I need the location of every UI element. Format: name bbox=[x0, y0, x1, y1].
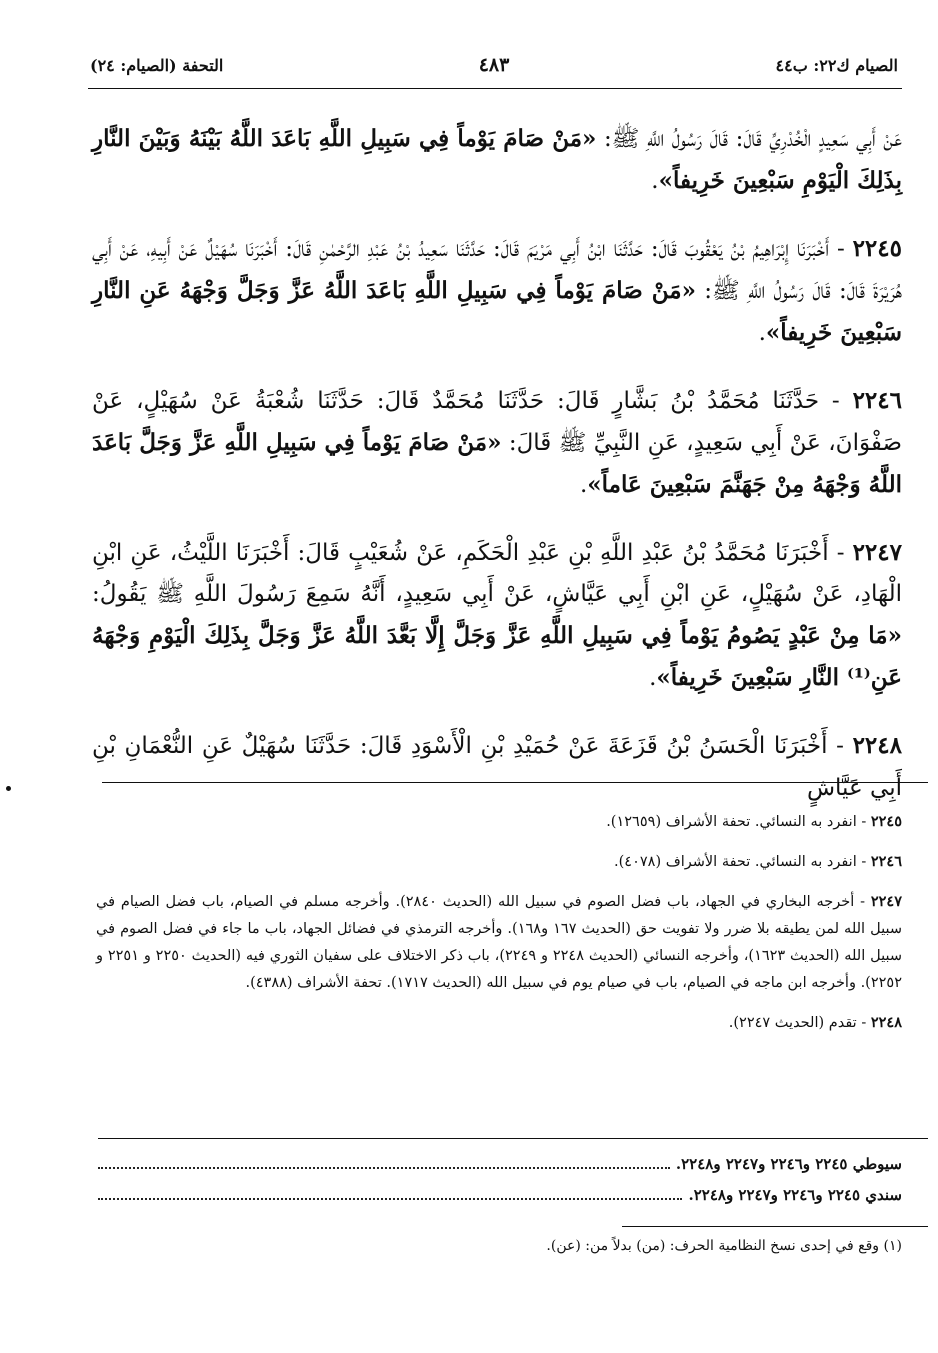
hadith-matn: «مَا مِنْ عَبْدٍ يَصُومُ يَوْماً فِي سَبِيلِ اللَّهِ عَزَّ وَجَلَّ إِلَّا بَعَّدَ اللَّهُ عَزَّ وَجَلَّ بِذَلِكَ الْيَوْمِ وَجْهَهُ عَنِ⁽¹⁾ النَّارِ سَبْعِينَ خَرِيفاً» bbox=[92, 622, 902, 691]
hadith-matn: «مَنْ صَامَ يَوْماً فِي سَبِيلِ اللَّهِ عَزَّ وَجَلَّ بَاعَدَ اللَّهُ وَجْهَهُ مِنْ جَهَنَّمَ سَبْعِينَ عَاماً» bbox=[92, 429, 902, 498]
hadith-paragraph bbox=[92, 725, 902, 809]
dotted-leader bbox=[98, 1198, 682, 1200]
note-text: - انفرد به النسائي. تحفة الأشراف (٤٠٧٨). bbox=[614, 854, 867, 870]
hadith-isnad: - أَخْبَرَنَا إِبْرَاهِيمُ بْنُ يَعْقُوبَ قَالَ: حَدَّثَنَا ابْنُ أَبِي مَرْيَمَ قَالَ: حَدَّثَنَا سَعِيدُ بْنُ عَبْدِ الرَّحْمٰنِ قَالَ: أَخْبَرَنَا سُهَيْلٌ عَنْ أَبِيهِ، عَنْ أَبِي هُرَيْرَةَ قَالَ: قَالَ رَسُولُ اللَّهِ ﷺ: bbox=[92, 236, 903, 304]
commentary-refs: ٢٢٤٥ و٢٢٤٦ و٢٢٤٧ و٢٢٤٨. bbox=[675, 1155, 848, 1173]
hadith-end: . bbox=[579, 472, 588, 498]
hadith-number: ٢٢٤٧ bbox=[852, 539, 902, 566]
takhrij-note bbox=[96, 848, 902, 876]
page-number: ٤٨٣ bbox=[478, 54, 510, 76]
hadith-paragraph bbox=[92, 228, 902, 354]
hadith-isnad: - أَخْبَرَنَا مُحَمَّدُ بْنُ عَبْدِ اللَّهِ بْنِ عَبْدِ الْحَكَمِ، عَنْ شُعَيْبٍ قَالَ: أَخْبَرَنَا اللَّيْثُ، عَنِ ابْنِ الْهَادِ، عَنْ سُهَيْلٍ، عَنِ ابْنِ أَبِي عَيَّاشٍ، عَنْ أَبِي سَعِيدٍ، أَنَّهُ سَمِعَ رَسُولَ اللَّهِ ﷺ يَقُولُ: bbox=[92, 540, 903, 607]
header-divider bbox=[88, 88, 902, 89]
footnote bbox=[300, 1234, 902, 1258]
hadith-number: ٢٢٤٦ bbox=[852, 387, 902, 414]
note-text: - انفرد به النسائي. تحفة الأشراف (١٢٦٥٩). bbox=[606, 814, 867, 830]
note-number: ٢٢٤٥ bbox=[870, 813, 902, 830]
takhrij-note bbox=[96, 808, 902, 836]
hadith-isnad: - أَخْبَرَنَا الْحَسَنُ بْنُ قَزَعَةَ عَنْ حُمَيْدِ بْنِ الْأَسْوَدِ قَالَ: حَدَّثَنَا سُهَيْلٌ عَنِ النُّعْمَانِ بْنِ أَبِي عَيَّاشٍ bbox=[92, 733, 902, 801]
tuhfa-reference: التحفة (الصيام: ٢٤) bbox=[90, 56, 224, 75]
hadith-matn: «مَنْ صَامَ يَوْماً فِي سَبِيلِ اللَّهِ بَاعَدَ اللَّهُ عَزَّ وَجَلَّ وَجْهَهُ عَنِ النَّارِ سَبْعِينَ خَرِيفاً» bbox=[92, 277, 902, 346]
hadith-paragraph bbox=[92, 532, 902, 699]
hadith-paragraph bbox=[92, 380, 902, 506]
hadith-end: . bbox=[651, 168, 659, 194]
hadith-text-body bbox=[92, 118, 902, 835]
commentary-references bbox=[98, 1149, 902, 1211]
note-text: - أخرجه البخاري في الجهاد، باب فضل الصوم في سبيل الله (الحديث ٢٨٤٠). وأخرجه مسلم في الصيام، باب فضل الصيام في سبيل الله لمن يطيقه بلا ضرر ولا تفويت حق (الحديث ١٦٧ و١٦٨). وأخرجه الترمذي في فضائل الجهاد، باب ما جاء في فضل الصوم في سبيل الله (الحديث ١٦٢٣)، وأخرجه النسائي (الحديث ٢٢٤٨ و ٢٢٤٩)، باب ذكر الاختلاف على سفيان الثوري فيه (الحديث ٢٢٥٠ و ٢٢٥١ و ٢٢٥٢). وأخرجه ابن ماجه في الصيام، باب في صيام يوم في سبيل الله (الحديث ١٧١٧). تحفة الأشراف (٤٣٨٨). bbox=[96, 894, 902, 991]
margin-mark bbox=[6, 786, 11, 791]
takhrij-note bbox=[96, 888, 902, 997]
notes-divider bbox=[102, 782, 928, 783]
commentary-line bbox=[98, 1149, 902, 1180]
hadith-isnad: - حَدَّثَنَا مُحَمَّدُ بْنُ بَشَّارٍ قَالَ: حَدَّثَنَا مُحَمَّدٌ قَالَ: حَدَّثَنَا شُعْبَةُ عَنْ سُهَيْلٍ، عَنْ صَفْوَانَ، عَنْ أَبِي سَعِيدٍ، عَنِ النَّبِيِّ ﷺ قَالَ: bbox=[92, 388, 903, 456]
hadith-number: ٢٢٤٨ bbox=[852, 732, 902, 759]
commentary-refs: ٢٢٤٥ و٢٢٤٦ و٢٢٤٧ و٢٢٤٨. bbox=[688, 1186, 861, 1204]
note-number: ٢٢٤٦ bbox=[870, 853, 902, 870]
footnote-text: وقع في إحدى نسخ النظامية الحرف: (من) بدلاً من: (عن). bbox=[546, 1238, 880, 1254]
hadith-number: ٢٢٤٥ bbox=[852, 235, 902, 262]
note-number: ٢٢٤٧ bbox=[870, 893, 902, 910]
commentary-line bbox=[98, 1180, 902, 1211]
note-text: - تقدم (الحديث ٢٢٤٧). bbox=[728, 1015, 867, 1031]
hadith-paragraph bbox=[92, 118, 902, 202]
commentary-divider bbox=[98, 1138, 928, 1139]
chapter-reference: الصيام ك٢٢: ب٤٤ bbox=[775, 56, 898, 75]
commentary-name: سندي bbox=[865, 1186, 902, 1204]
commentary-name: سيوطي bbox=[852, 1155, 902, 1173]
dotted-leader bbox=[98, 1167, 670, 1169]
running-header bbox=[90, 54, 898, 86]
hadith-end: . bbox=[649, 665, 657, 691]
hadith-isnad: عَنْ أَبِي سَعِيدٍ الْخُدْرِيِّ قَالَ: قَالَ رَسُولُ اللَّهِ ﷺ: bbox=[603, 126, 903, 152]
hadith-matn: «مَنْ صَامَ يَوْماً فِي سَبِيلِ اللَّهِ بَاعَدَ اللَّهُ بَيْنَهُ وَبَيْنَ النَّارِ بِذَلِكَ الْيَوْمِ سَبْعِينَ خَرِيفاً» bbox=[92, 125, 902, 194]
takhrij-notes bbox=[96, 808, 902, 1049]
footnote-divider bbox=[622, 1226, 928, 1227]
footnote-marker: (١) bbox=[883, 1238, 902, 1254]
note-number: ٢٢٤٨ bbox=[870, 1014, 902, 1031]
takhrij-note bbox=[96, 1009, 902, 1037]
hadith-end: . bbox=[758, 320, 766, 346]
